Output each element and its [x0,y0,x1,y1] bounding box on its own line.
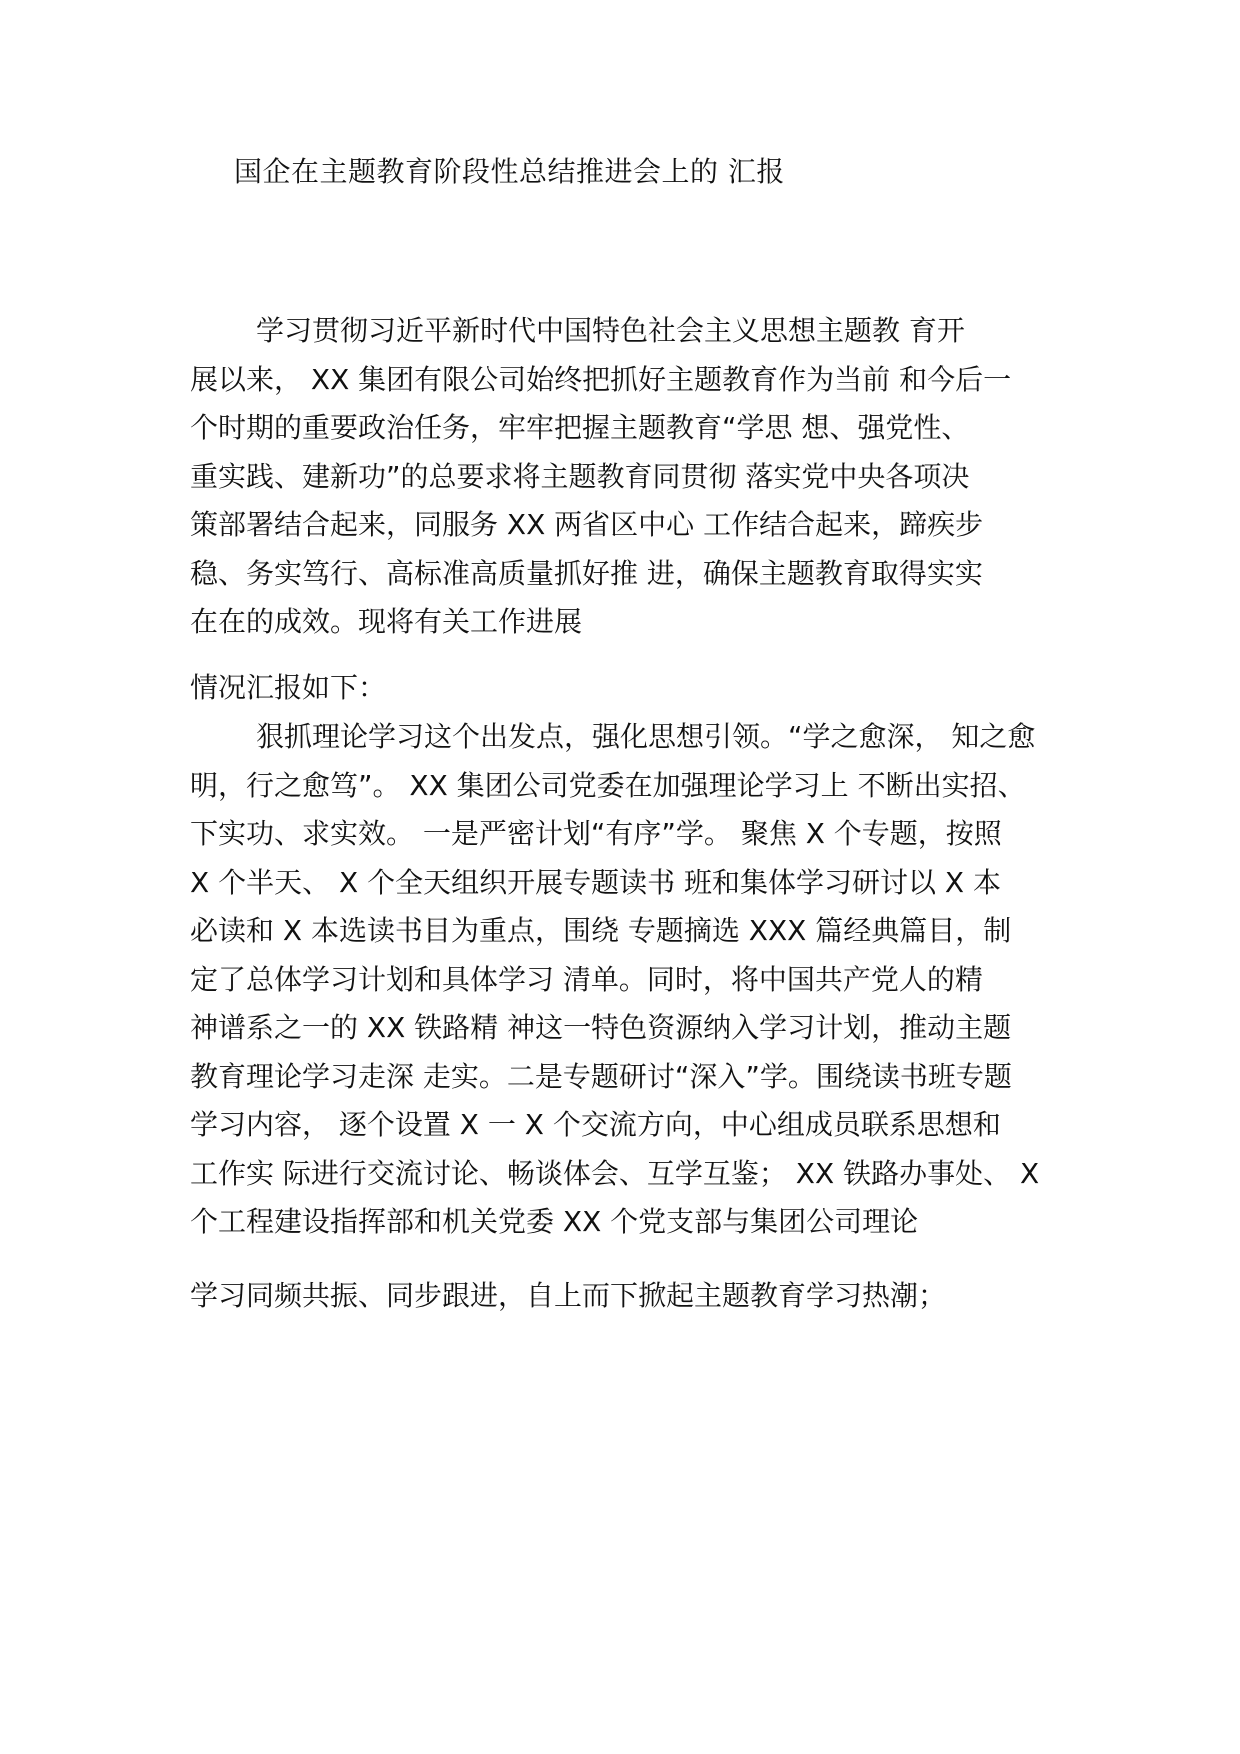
text-line: 情况汇报如下： [190,671,387,704]
paragraph-continuation [190,1272,1070,1321]
text-line: 策部署结合起来，同服务 XX 两省区中心 工作结合起来，蹄疾步 [190,508,984,541]
text-line: 定了总体学习计划和具体学习 清单。同时，将中国共产党人的精 [190,962,983,996]
text-line: 下实功、求实效。 一是严密计划“有序”学。 聚焦 X 个专题，按照 [190,817,1002,850]
paragraph-intro [190,307,1070,647]
text-line: X 个半天、 X 个全天组织开展专题读书 班和集体学习研讨以 X 本 [190,865,1001,899]
text-line: 个工程建设指挥部和机关党委 XX 个党支部与集团公司理论 [190,1205,919,1238]
paragraph-theory-study [190,713,1070,1247]
text-line: 神谱系之一的 XX 铁路精 神这一特色资源纳入学习计划，推动主题 [190,1011,1012,1044]
text-line: 学习贯彻习近平新时代中国特色社会主义思想主题教 育开 [256,314,965,347]
text-line: 必读和 X 本选读书目为重点，围绕 专题摘选 XXX 篇经典篇目，制 [190,914,1012,947]
text-line: 重实践、建新功”的总要求将主题教育同贯彻 落实党中央各项决 [190,459,970,493]
text-line: 教育理论学习走深 走实。二是专题研讨“深入”学。围绕读书班专题 [190,1059,1012,1093]
text-line: 在在的成效。现将有关工作进展 [190,605,583,638]
text-line: 明，行之愈笃”。 XX 集团公司党委在加强理论学习上 不断出实招、 [190,768,1026,802]
text-line: 工作实 际进行交流讨论、畅谈体会、互学互鉴； XX 铁路办事处、 X [190,1156,1040,1190]
text-line: 展以来， XX 集团有限公司始终把抓好主题教育作为当前 和今后一 [190,362,1012,396]
paragraph-report-intro [190,664,1070,713]
text-line: 狠抓理论学习这个出发点，强化思想引领。“学之愈深， 知之愈 [256,720,1036,753]
document-title: 国企在主题教育阶段性总结推进会上的 汇报 [234,155,785,188]
text-line: 稳、务实笃行、高标准高质量抓好推 进，确保主题教育取得实实 [190,556,983,590]
text-line: 学习同频共振、同步跟进，自上而下掀起主题教育学习热潮； [190,1279,947,1312]
text-line: 学习内容， 逐个设置 X 一 X 个交流方向，中心组成员联系思想和 [190,1108,1001,1141]
text-line: 个时期的重要政治任务，牢牢把握主题教育“学思 想、强党性、 [190,411,970,444]
